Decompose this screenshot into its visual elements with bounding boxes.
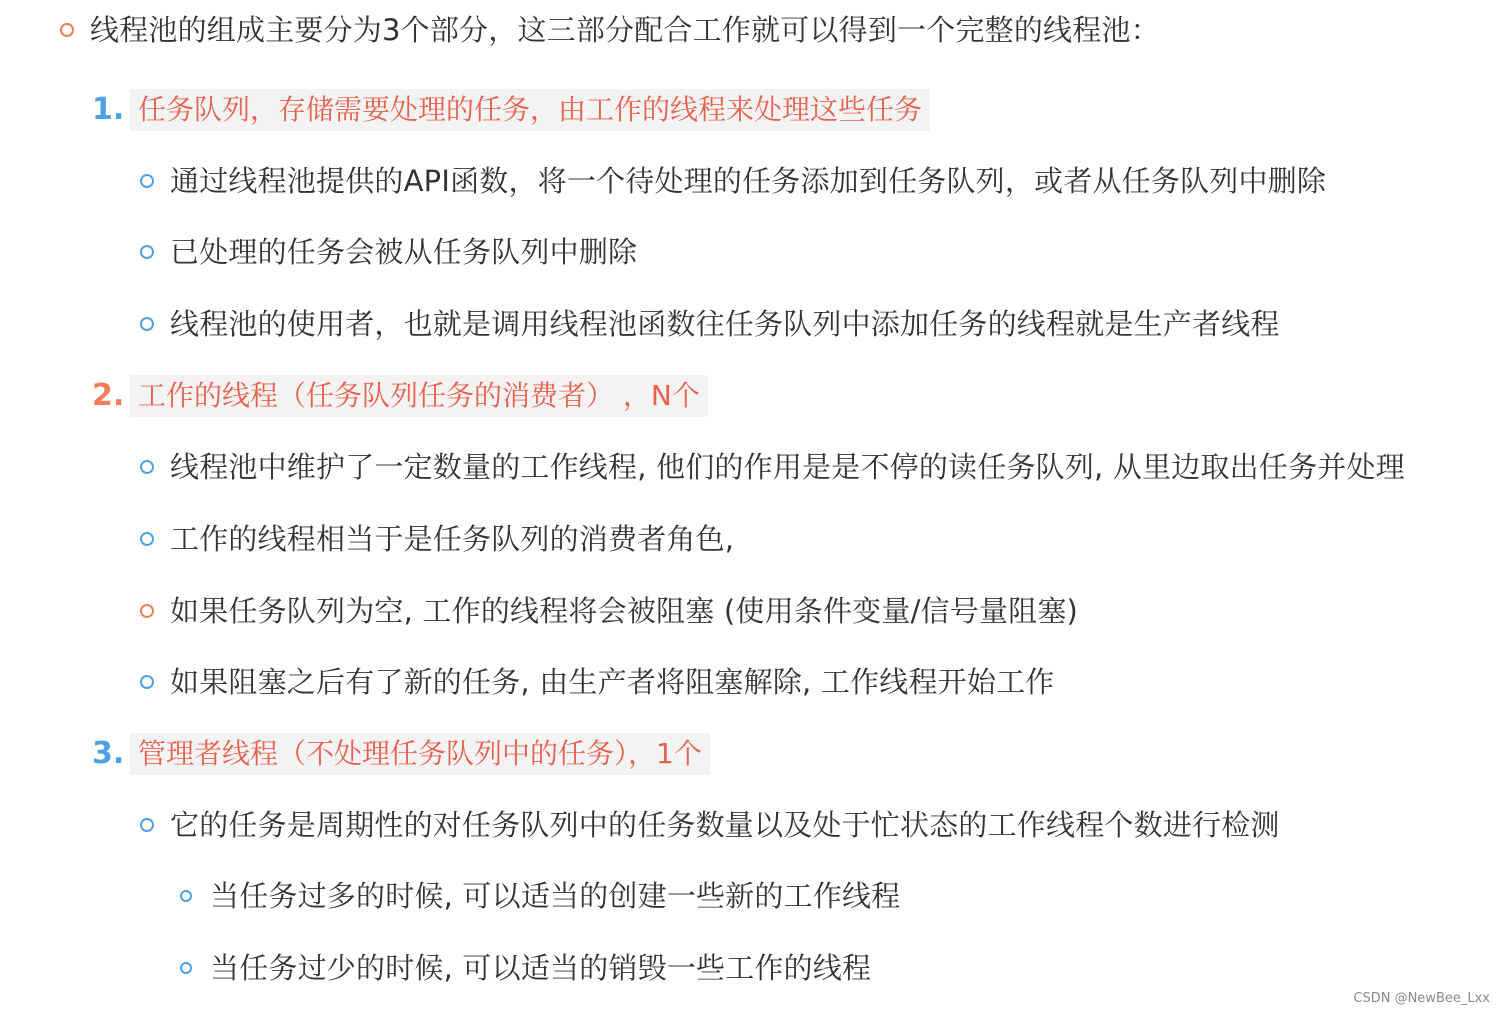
- hollow-circle-bullet-icon: [140, 818, 154, 832]
- section-3-number: 3.: [92, 736, 125, 771]
- hollow-circle-bullet-icon: [140, 245, 154, 259]
- intro-text: 线程池的组成主要分为3个部分，这三部分配合工作就可以得到一个完整的线程池：: [90, 13, 1160, 47]
- list-item-text: 它的任务是周期性的对任务队列中的任务数量以及处于忙状态的工作线程个数进行检测: [170, 808, 1280, 842]
- list-item-text: 线程池中维护了一定数量的工作线程, 他们的作用是是不停的读任务队列, 从里边取出任务并处理: [170, 450, 1405, 484]
- list-item-text: 线程池的使用者，也就是调用线程池函数往任务队列中添加任务的线程就是生产者线程: [170, 307, 1280, 341]
- hollow-circle-bullet-icon: [140, 317, 154, 331]
- hollow-circle-bullet-icon: [140, 604, 154, 618]
- list-item-text: 工作的线程相当于是任务队列的消费者角色,: [170, 522, 735, 556]
- list-item-text: 通过线程池提供的API函数，将一个待处理的任务添加到任务队列，或者从任务队列中删除: [170, 164, 1327, 198]
- section-2-number: 2.: [92, 378, 125, 413]
- list-item-text: 已处理的任务会被从任务队列中删除: [170, 235, 638, 269]
- hollow-circle-bullet-icon: [140, 460, 154, 474]
- section-2-title: 工作的线程（任务队列任务的消费者） ，N个: [130, 375, 708, 417]
- sub-list-item-text: 当任务过少的时候, 可以适当的销毁一些工作的线程: [210, 951, 872, 985]
- list-item-text: 如果阻塞之后有了新的任务, 由生产者将阻塞解除, 工作线程开始工作: [170, 665, 1055, 699]
- watermark: CSDN @NewBee_Lxx: [1353, 991, 1490, 1006]
- hollow-circle-bullet-icon: [140, 532, 154, 546]
- sub-list-item-text: 当任务过多的时候, 可以适当的创建一些新的工作线程: [210, 879, 901, 913]
- hollow-circle-bullet-icon: [140, 174, 154, 188]
- hollow-circle-bullet-icon: [180, 962, 192, 974]
- hollow-circle-bullet-icon: [180, 890, 192, 902]
- list-item-text: 如果任务队列为空, 工作的线程将会被阻塞 (使用条件变量/信号量阻塞): [170, 594, 1079, 628]
- hollow-circle-bullet-icon: [140, 675, 154, 689]
- hollow-circle-bullet-icon: [60, 23, 74, 37]
- section-3-title: 管理者线程（不处理任务队列中的任务），1个: [130, 733, 710, 775]
- section-1-number: 1.: [92, 92, 125, 127]
- section-1-title: 任务队列，存储需要处理的任务，由工作的线程来处理这些任务: [130, 89, 930, 131]
